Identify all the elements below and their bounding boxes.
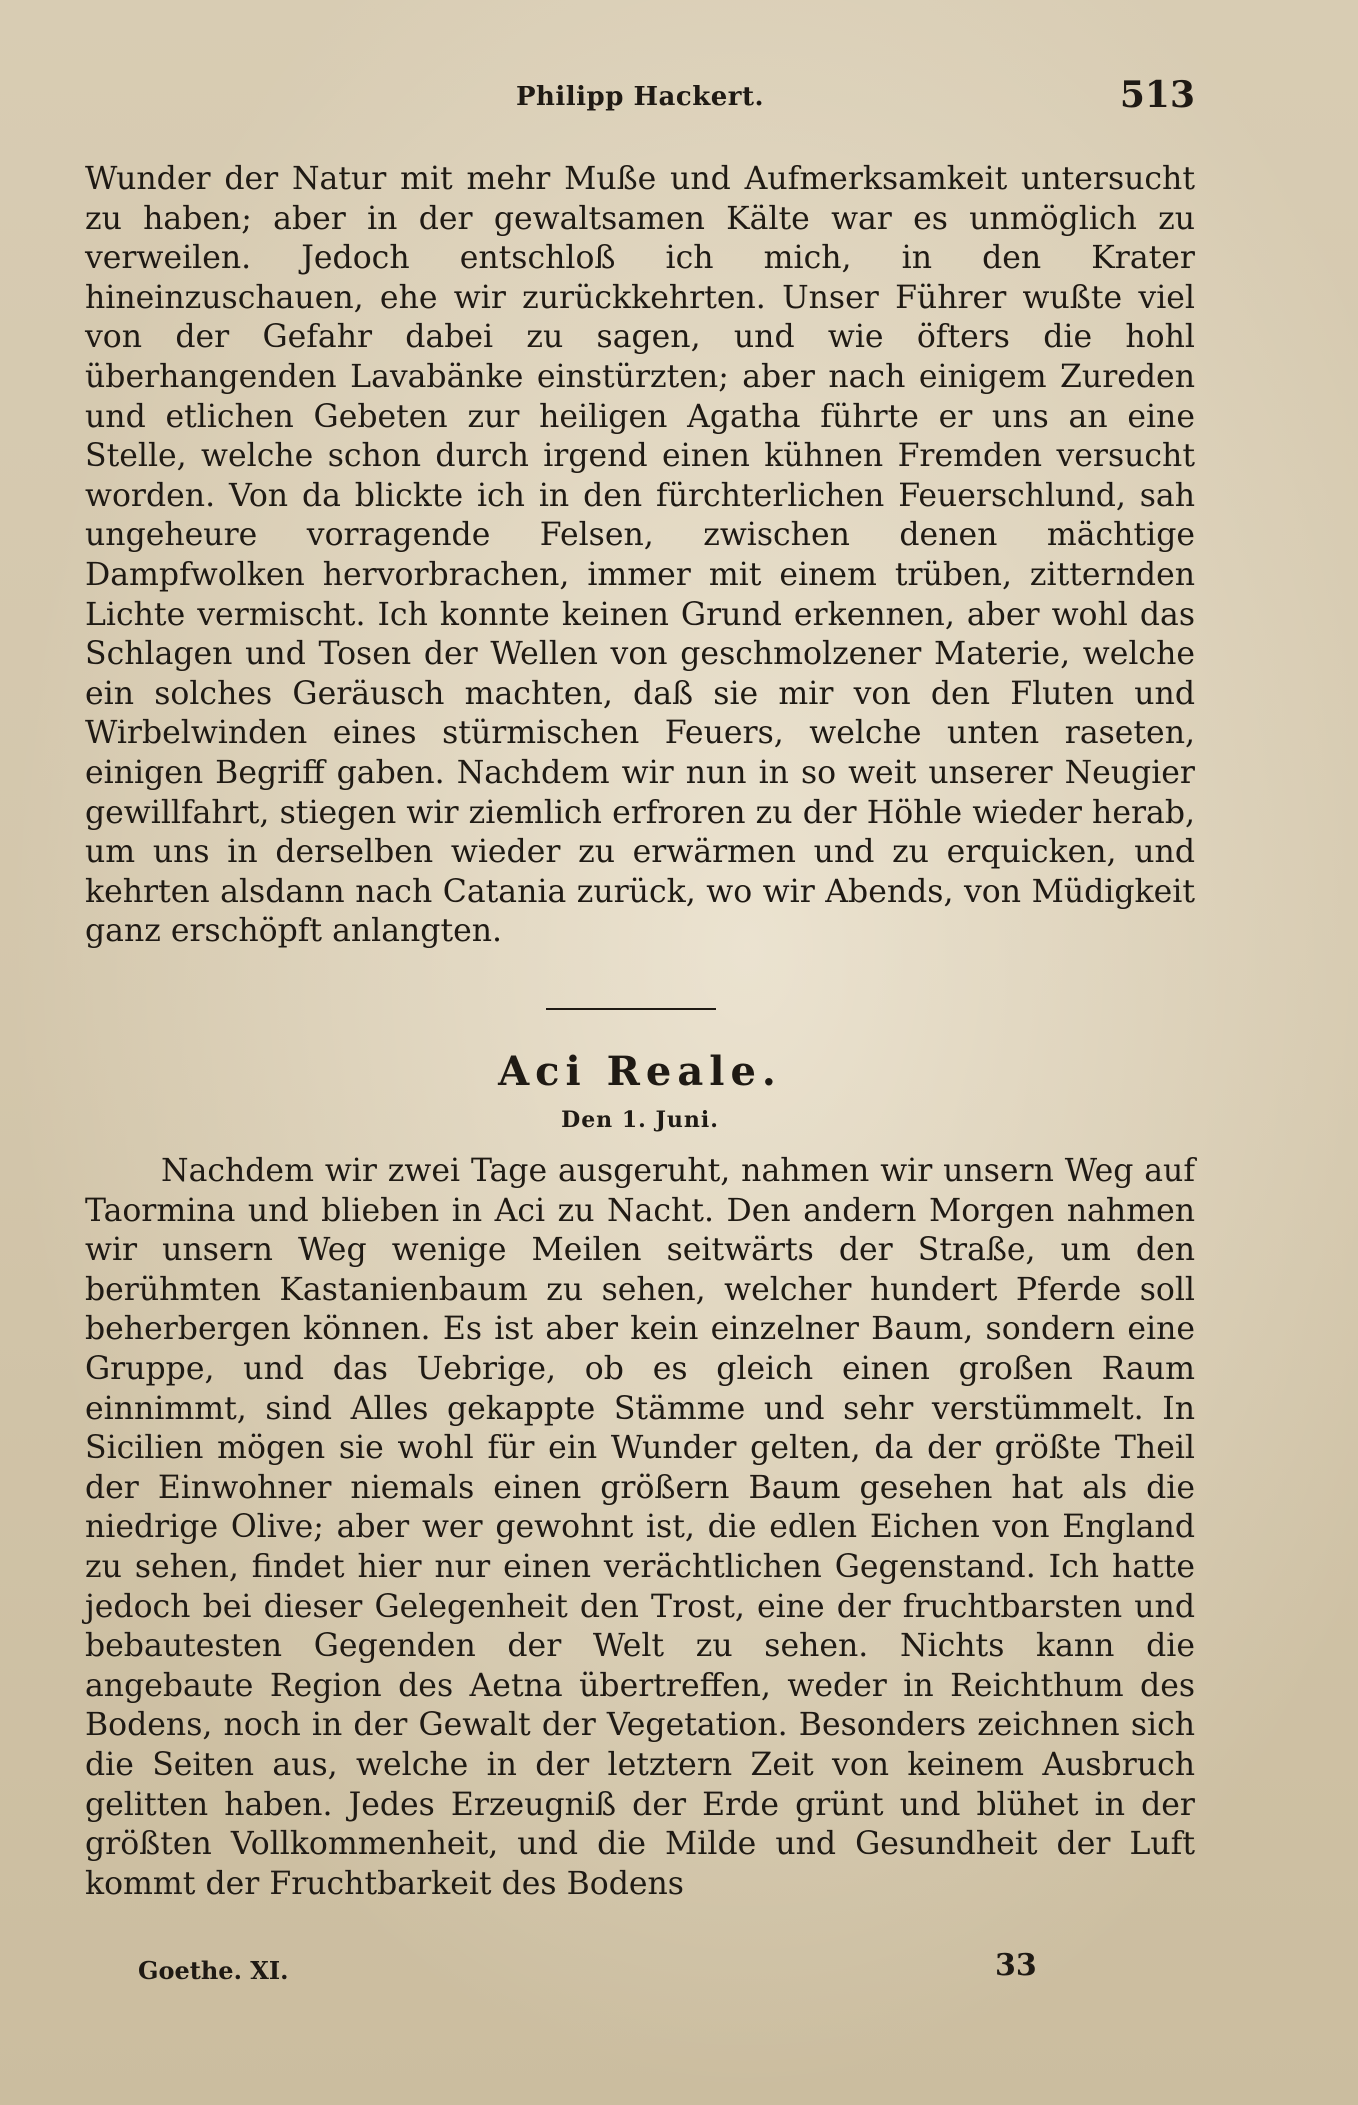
sheet-number: 33	[995, 1948, 1037, 1983]
paragraph-1: Wunder der Natur mit mehr Muße und Aufmerksamkeit untersucht zu haben; aber in der gewaltsamen Kälte war es unmöglich zu verweilen. Jedoch entschloß ich mich, in den Krater hineinzuschauen, ehe wir zurückkehrten. Unser Führer wußte viel von der Gefahr dabei zu sagen, und wie öfters die hohl überhangenden Lavabänke einstürzten; aber nach einigem Zureden und etlichen Gebeten zur heiligen Agatha führte er uns an eine Stelle, welche schon durch irgend einen kühnen Fremden versucht worden. Von da blickte ich in den fürchterlichen Feuerschlund, sah ungeheure vorragende Felsen, zwischen denen mächtige Dampfwolken hervorbrachen, immer mit einem trüben, zitternden Lichte vermischt. Ich konnte keinen Grund erkennen, aber wohl das Schlagen und Tosen der Wellen von geschmolzener Materie, welche ein solches Geräusch machten, daß sie mir von den Fluten und Wirbelwinden eines stürmischen Feuers, welche unten raseten, einigen Begriff gaben. Nachdem wir nun in so weit unserer Neugier gewillfahrt, stiegen wir ziemlich erfroren zu der Höhle wieder herab, um uns in derselben wieder zu erwärmen und zu erquicken, und kehrten alsdann nach Catania zurück, wo wir Abends, von Müdigkeit ganz erschöpft anlangten.	[85, 161, 1195, 950]
running-head	[85, 74, 1195, 122]
section-divider	[546, 1008, 716, 1010]
paragraph-2: Nachdem wir zwei Tage ausgeruht, nahmen wir unsern Weg auf Taormina und blieben in Aci zu Nacht. Den andern Morgen nahmen wir unsern Weg wenige Meilen seitwärts der Straße, um den berühmten Kastanienbaum zu sehen, welcher hundert Pferde soll beherbergen können. Es ist aber kein einzelner Baum, sondern eine Gruppe, und das Uebrige, ob es gleich einen großen Raum einnimmt, sind Alles gekappte Stämme und sehr verstümmelt. In Sicilien mögen sie wohl für ein Wunder gelten, da der größte Theil der Einwohner niemals einen größern Baum gesehen hat als die niedrige Olive; aber wer gewohnt ist, die edlen Eichen von England zu sehen, findet hier nur einen verächtlichen Gegenstand. Ich hatte jedoch bei dieser Gelegenheit den Trost, eine der fruchtbarsten und bebautesten Gegenden der Welt zu sehen. Nichts kann die angebaute Region des Aetna übertreffen, weder in Reichthum des Bodens, noch in der Gewalt der Vegetation. Besonders zeichnen sich die Seiten aus, welche in der letztern Zeit von keinem Ausbruch gelitten haben. Jedes Erzeugniß der Erde grünt und blühet in der größten Vollkommenheit, und die Milde und Gesundheit der Luft kommt der Fruchtbarkeit des Bodens	[85, 1153, 1195, 1902]
section-date: Den 1. Juni.	[561, 1107, 719, 1133]
printer-signature: Goethe. XI.	[138, 1956, 289, 1985]
section-title: Aci Reale.	[498, 1048, 782, 1095]
running-title: Philipp Hackert.	[515, 82, 765, 112]
page-number: 513	[1119, 74, 1195, 116]
